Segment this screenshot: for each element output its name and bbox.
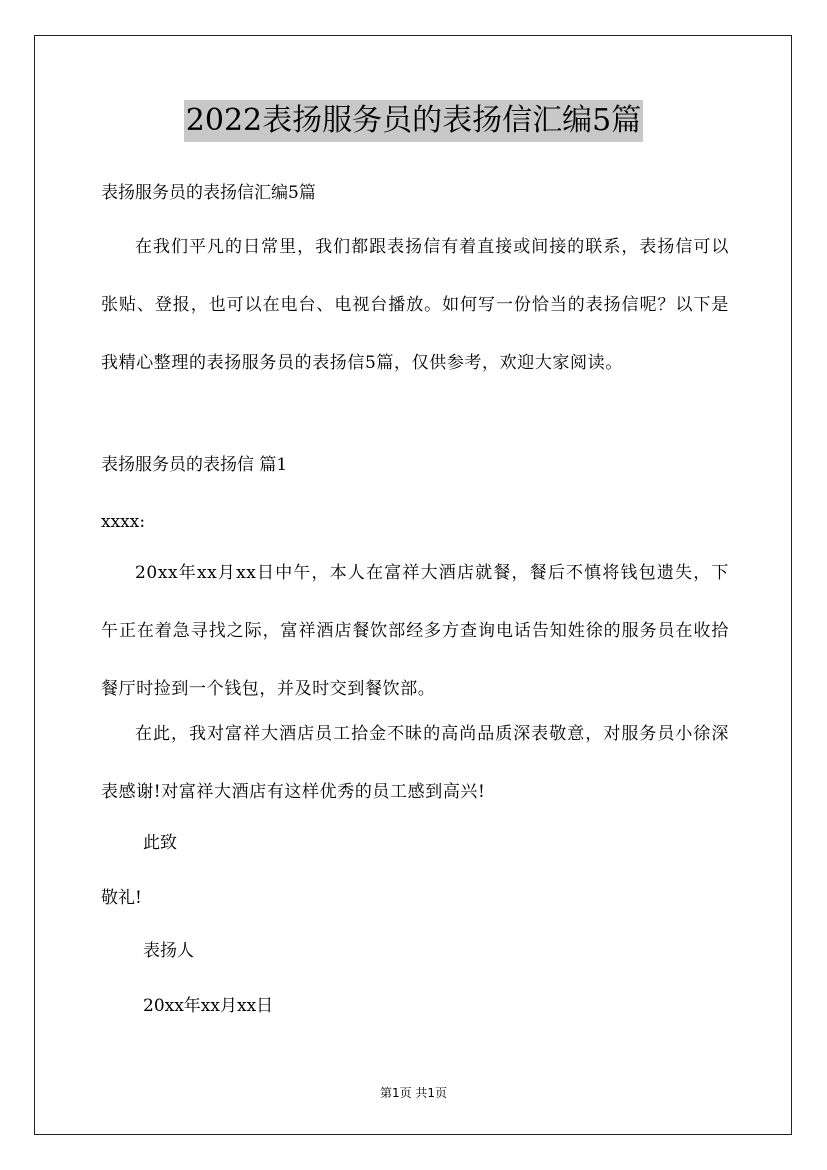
- letter-body-paragraph-1: 20xx年xx月xx日中午，本人在富祥大酒店就餐，餐后不慎将钱包遗失，下午正在着急寻找之际，富祥酒店餐饮部经多方查询电话告知姓徐的服务员在收拾餐厅时捡到一个钱包，并及时交到餐饮部。: [101, 563, 729, 699]
- title-container: [0, 100, 827, 142]
- page-footer: 第1页 共1页: [379, 1086, 448, 1100]
- letter-closing-2: 敬礼!: [101, 888, 142, 908]
- letter-salutation: xxxx:: [101, 512, 146, 532]
- document-title: 2022表扬服务员的表扬信汇编5篇: [184, 100, 643, 142]
- document-subtitle: 表扬服务员的表扬信汇编5篇: [101, 183, 316, 203]
- section-heading: 表扬服务员的表扬信 篇1: [101, 455, 288, 475]
- letter-body-paragraph-2: 在此，我对富祥大酒店员工拾金不昧的高尚品质深表敬意，对服务员小徐深表感谢!对富祥大酒店有这样优秀的员工感到高兴!: [101, 724, 729, 802]
- letter-date: 20xx年xx月xx日: [143, 996, 274, 1016]
- letter-signature: 表扬人: [143, 941, 194, 961]
- letter-closing-1: 此致: [143, 833, 177, 853]
- intro-paragraph: 在我们平凡的日常里，我们都跟表扬信有着直接或间接的联系，表扬信可以张贴、登报，也可以在电台、电视台播放。如何写一份恰当的表扬信呢？以下是我精心整理的表扬服务员的表扬信5篇，仅供参考，欢迎大家阅读。: [101, 237, 729, 373]
